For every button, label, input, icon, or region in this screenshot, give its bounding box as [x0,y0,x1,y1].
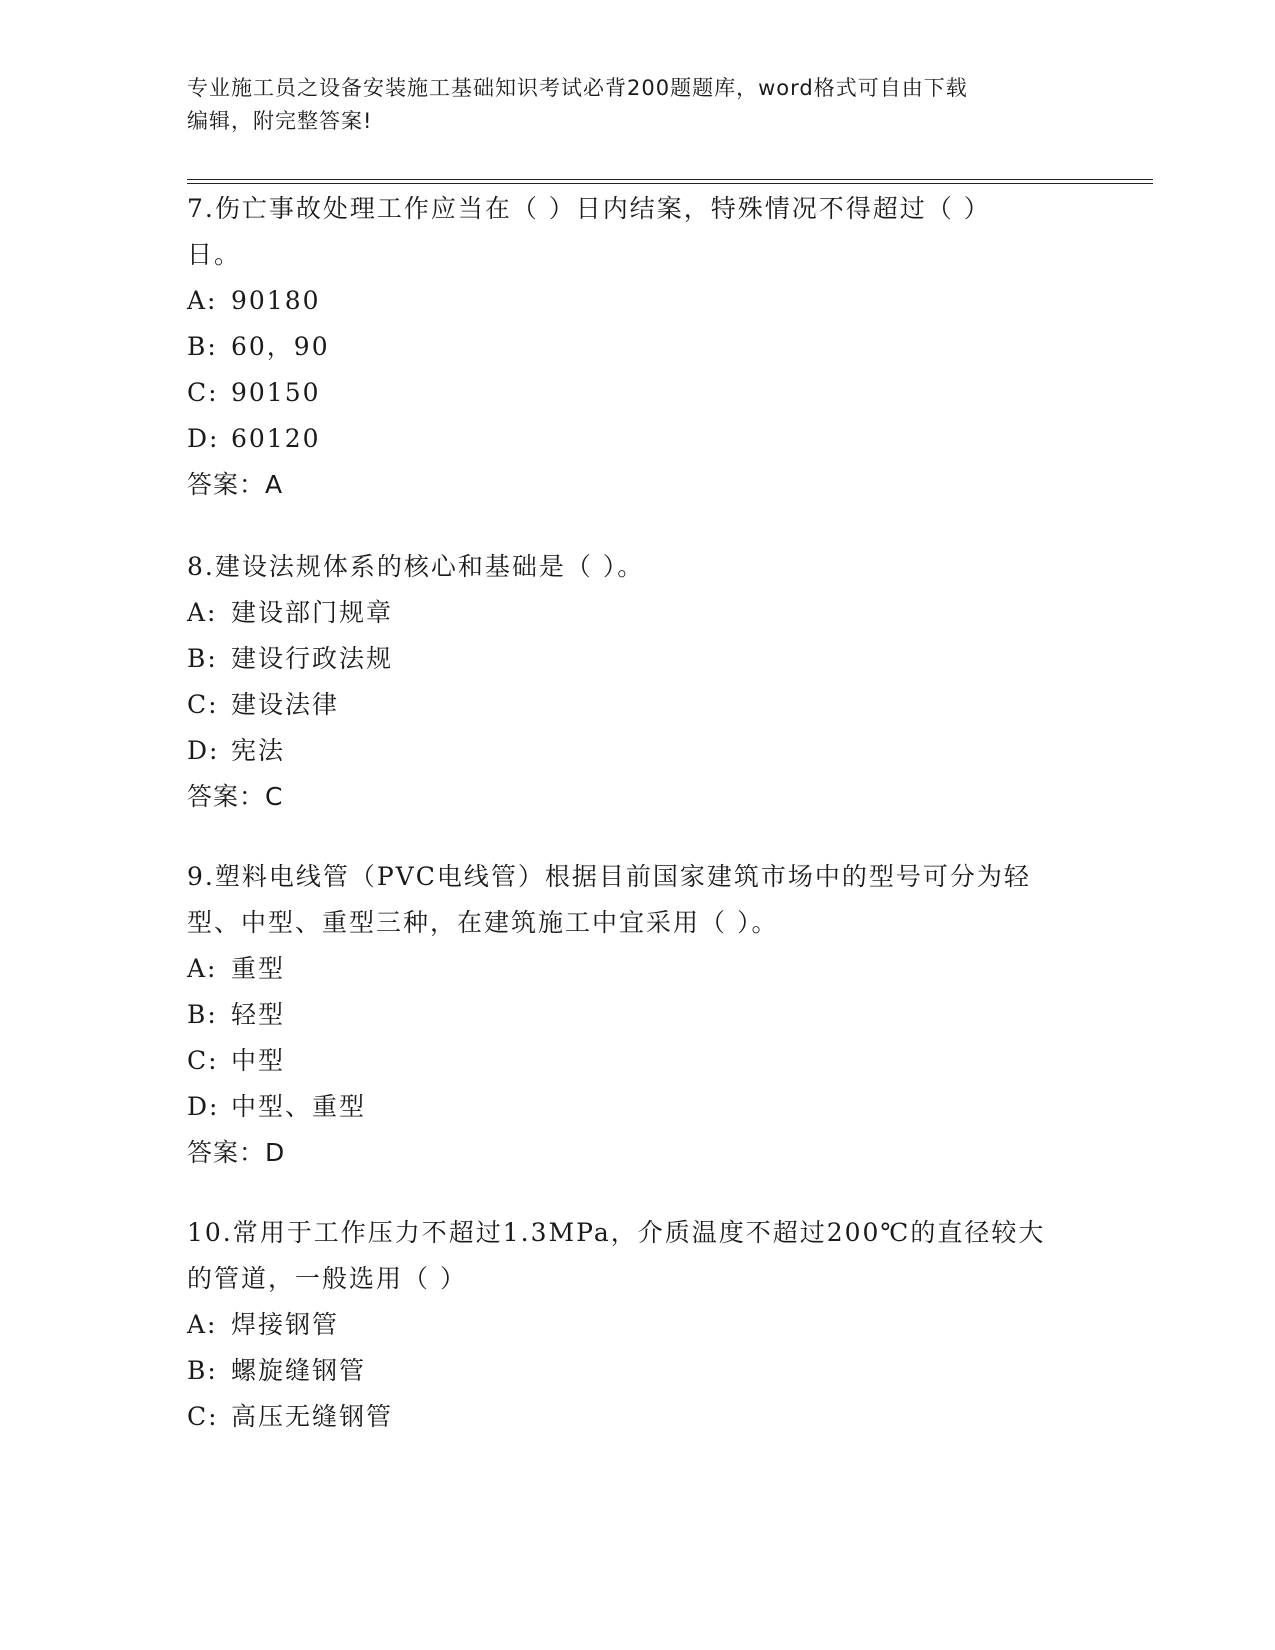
question-stem [187,1210,1087,1302]
header-line-2: 编辑，附完整答案! [187,109,373,133]
option-text: 60，90 [231,332,330,361]
option-key: B: [187,644,218,673]
option-key: B: [187,332,218,361]
option-c [187,1038,1087,1084]
header-divider-bottom [187,183,1153,184]
header-divider-top [187,179,1153,180]
option-text: 宪法 [231,736,286,765]
document-header [187,72,1087,138]
option-key: C: [187,1046,219,1075]
option-b [187,636,1087,682]
option-text: 轻型 [231,1000,286,1029]
option-d [187,1084,1087,1130]
option-key: A: [187,598,218,627]
option-key: A: [187,1310,218,1339]
option-key: A: [187,954,218,983]
option-d [187,416,1087,462]
option-b [187,324,1087,370]
option-a [187,590,1087,636]
answer-line: 答案：A [187,470,284,499]
option-text: 90150 [231,378,321,407]
option-c [187,370,1087,416]
option-a [187,1302,1087,1348]
option-b [187,992,1087,1038]
option-b [187,1348,1087,1394]
question-stem [187,544,1087,590]
header-line-1: 专业施工员之设备安装施工基础知识考试必背200题题库，word格式可自由下载 [187,76,968,100]
question-stem-line-1: 8.建设法规体系的核心和基础是（ ）。 [187,552,645,581]
question-stem [187,186,1087,278]
option-c [187,1394,1087,1440]
option-key: B: [187,1000,218,1029]
answer-line: 答案：D [187,1138,286,1167]
question-10 [187,1210,1087,1440]
question-stem-line-1: 10.常用于工作压力不超过1.3MPa，介质温度不超过200℃的直径较大 [187,1218,1046,1247]
question-stem-line-2: 日。 [187,240,242,269]
option-c [187,682,1087,728]
answer-line: 答案：C [187,782,284,811]
option-text: 90180 [231,286,321,315]
question-stem-line-1: 7.伤亡事故处理工作应当在（ ）日内结案，特殊情况不得超过（ ） [187,194,991,223]
question-stem [187,854,1087,946]
option-text: 60120 [231,424,321,453]
option-text: 高压无缝钢管 [231,1402,394,1431]
option-text: 建设行政法规 [231,644,394,673]
option-a [187,278,1087,324]
question-9 [187,854,1087,1176]
option-key: B: [187,1356,218,1385]
option-a [187,946,1087,992]
option-key: A: [187,286,218,315]
option-key: D: [187,736,220,765]
question-8 [187,544,1087,820]
option-key: D: [187,1092,220,1121]
option-text: 重型 [231,954,286,983]
option-text: 螺旋缝钢管 [231,1356,367,1385]
option-text: 建设部门规章 [231,598,394,627]
question-stem-line-2: 型、中型、重型三种，在建筑施工中宜采用（ ）。 [187,908,779,937]
option-text: 焊接钢管 [231,1310,340,1339]
option-text: 中型、重型 [231,1092,367,1121]
option-key: C: [187,1402,219,1431]
option-d [187,728,1087,774]
question-7 [187,186,1087,508]
option-key: C: [187,378,219,407]
question-stem-line-2: 的管道，一般选用（ ） [187,1264,467,1293]
question-stem-line-1: 9.塑料电线管（PVC电线管）根据目前国家建筑市场中的型号可分为轻 [187,862,1031,891]
option-text: 中型 [231,1046,286,1075]
option-text: 建设法律 [231,690,340,719]
option-key: D: [187,424,220,453]
option-key: C: [187,690,219,719]
